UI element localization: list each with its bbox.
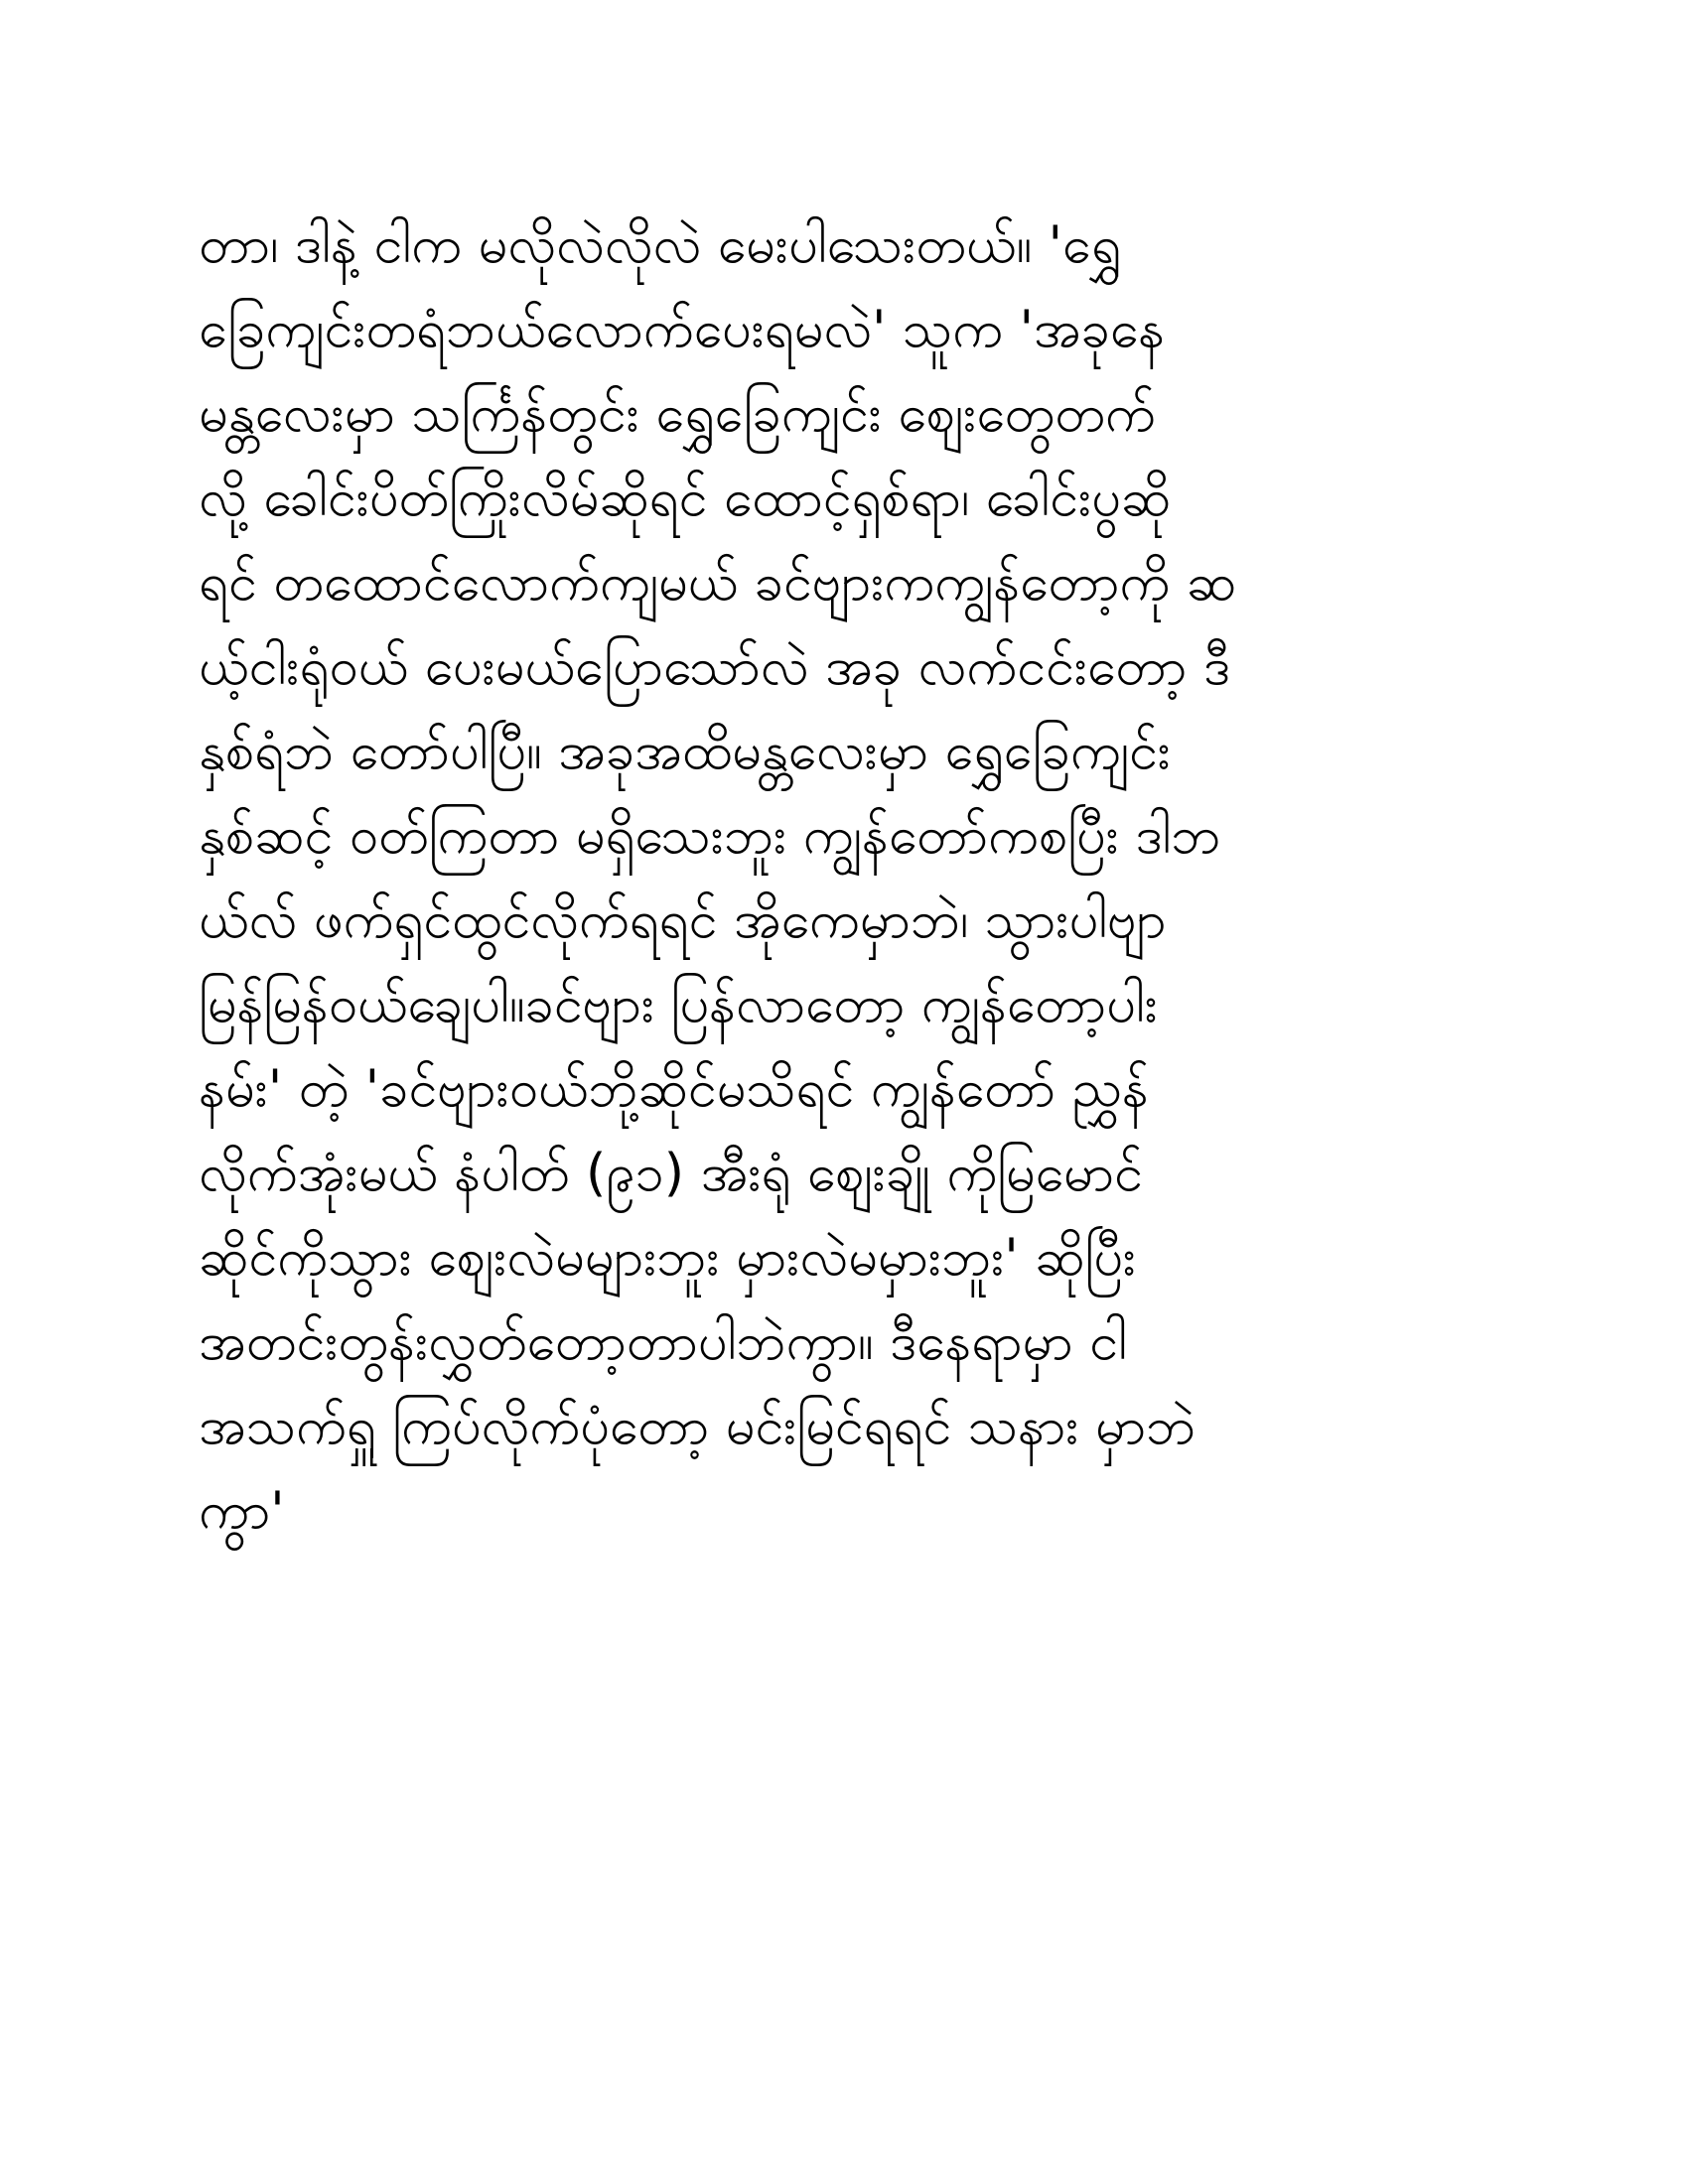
text-line-14: အတင်းတွန်းလွှတ်တော့တာပါဘဲကွာ။ ဒီနေရာမှာ ငါ: [199, 1312, 1127, 1372]
text-line-8: နှစ်ဆင့် ဝတ်ကြတာ မရှိသေးဘူး ကျွန်တော်ကစပြီး ဒါဘ: [199, 806, 1221, 866]
text-line-10: မြန်မြန်ဝယ်ချေပါ။ခင်ဗျား ပြန်လာတော့ ကျွန်တော့ပါး: [199, 975, 1158, 1034]
body-text: [199, 204, 1489, 1554]
text-line-6: ယ့်ငါးရုံဝယ် ပေးမယ်ပြောသော်လဲ အခု လက်ငင်းတော့ ဒီ: [199, 637, 1230, 697]
text-line-5: ရင် တထောင်လောက်ကျမယ် ခင်ဗျားကကျွန်တော့ကို ဆ: [199, 553, 1237, 613]
text-line-2: ခြေကျင်းတရံဘယ်လောက်ပေးရမလဲ' သူက 'အခုနေ: [199, 300, 1166, 359]
text-line-16: ကွာ': [199, 1481, 285, 1541]
text-line-12: လိုက်အုံးမယ် နံပါတ် (၉၁) အီးရုံ စျေးချို ကိုမြမောင်: [199, 1144, 1143, 1203]
text-line-13: ဆိုင်ကိုသွား စျေးလဲမများဘူး မှားလဲမမှားဘူး' ဆိုပြီး: [199, 1228, 1137, 1288]
text-line-4: လို့ ခေါင်းပိတ်ကြိုးလိမ်ဆိုရင် ထောင့်ရှစ်ရာ၊ ခေါင်းပွဆို: [199, 469, 1172, 528]
text-line-7: နှစ်ရံဘဲ တော်ပါပြီ။ အခုအထိမန္တလေးမှာ ရွှေခြေကျင်း: [199, 722, 1171, 781]
text-line-15: အသက်ရှူ ကြပ်လိုက်ပုံတော့ မင်းမြင်ရရင် သနား မှာဘဲ: [199, 1397, 1196, 1456]
text-line-9: ယ်လ် ဖက်ရှင်ထွင်လိုက်ရရင် အိုကေမှာဘဲ၊ သွားပါဗျာ: [199, 890, 1167, 950]
text-line-11: နမ်း' တဲ့ 'ခင်ဗျားဝယ်ဘို့ဆိုင်မသိရင် ကျွန်တော် ညွှန်: [199, 1059, 1149, 1119]
text-line-3: မန္တလေးမှာ သင်္ကြန်တွင်း ရွှေခြေကျင်း စျေးတွေတက်: [199, 384, 1156, 444]
text-line-1: တာ၊ ဒါနဲ့ ငါက မလိုလဲလိုလဲ မေးပါသေးတယ်။ 'ရွှေ: [199, 215, 1122, 275]
